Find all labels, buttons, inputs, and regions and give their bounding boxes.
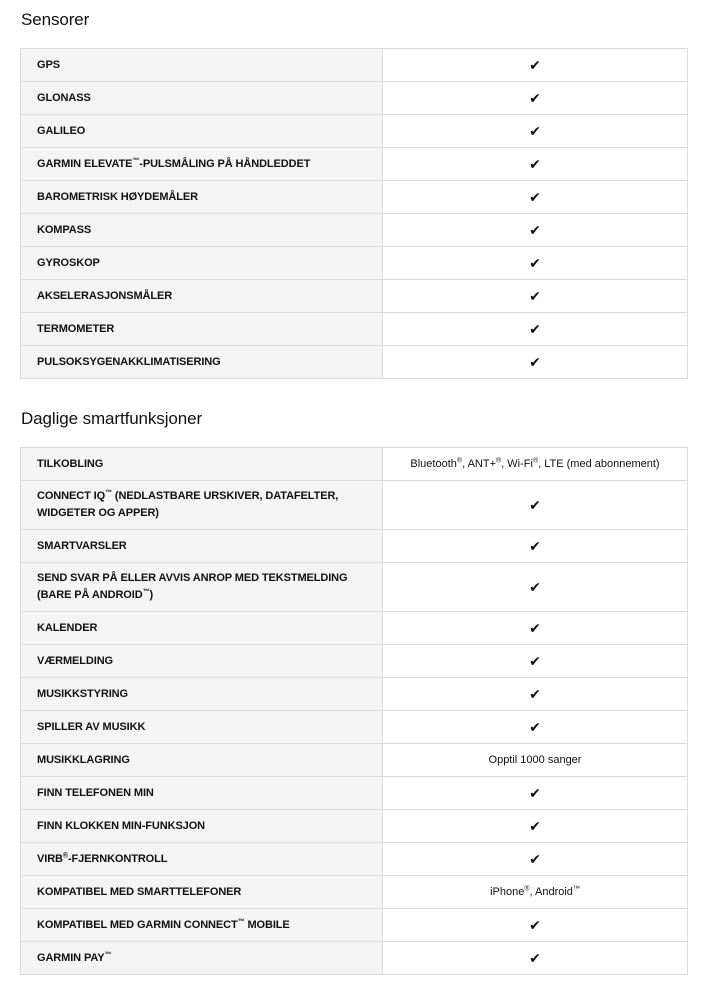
table-row: [21, 744, 688, 777]
table-row: [21, 148, 688, 181]
feature-value: [383, 346, 688, 379]
table-row: [21, 49, 688, 82]
feature-label: GARMIN ELEVATE™-PULSMÅLING PÅ HÅNDLEDDET: [21, 148, 383, 181]
feature-label: KOMPATIBEL MED GARMIN CONNECT™ MOBILE: [21, 909, 383, 942]
checkmark-icon: ✔: [529, 122, 541, 139]
feature-value-text: Opptil 1000 sanger: [383, 744, 688, 777]
table-row: [21, 115, 688, 148]
checkmark-icon: ✔: [529, 188, 541, 205]
checkmark-icon: ✔: [529, 537, 541, 554]
checkmark-icon: ✔: [529, 916, 541, 933]
feature-value: [383, 612, 688, 645]
table-row: [21, 777, 688, 810]
table-row: [21, 942, 688, 975]
feature-value: [383, 280, 688, 313]
checkmark-icon: ✔: [529, 685, 541, 702]
feature-value: [383, 115, 688, 148]
feature-value: [383, 181, 688, 214]
feature-value: [383, 49, 688, 82]
checkmark-icon: ✔: [529, 817, 541, 834]
feature-label: GLONASS: [21, 82, 383, 115]
feature-value: [383, 563, 688, 612]
table-row: [21, 612, 688, 645]
table-row: [21, 82, 688, 115]
feature-label: FINN TELEFONEN MIN: [21, 777, 383, 810]
table-row: [21, 530, 688, 563]
feature-value: [383, 481, 688, 530]
feature-value: [383, 247, 688, 280]
checkmark-icon: ✔: [529, 221, 541, 238]
feature-value: [383, 148, 688, 181]
feature-label: KOMPASS: [21, 214, 383, 247]
checkmark-icon: ✔: [529, 254, 541, 271]
feature-value: [383, 777, 688, 810]
table-row: [21, 711, 688, 744]
table-row: [21, 481, 688, 530]
feature-value: [383, 678, 688, 711]
feature-label: VIRB®-FJERNKONTROLL: [21, 843, 383, 876]
feature-label: BAROMETRISK HØYDEMÅLER: [21, 181, 383, 214]
checkmark-icon: ✔: [529, 89, 541, 106]
table-row: [21, 214, 688, 247]
feature-value: [383, 313, 688, 346]
feature-value: [383, 810, 688, 843]
checkmark-icon: ✔: [529, 619, 541, 636]
feature-value: [383, 843, 688, 876]
feature-label: MUSIKKSTYRING: [21, 678, 383, 711]
checkmark-icon: ✔: [529, 850, 541, 867]
feature-value-text: iPhone®, Android™: [383, 876, 688, 909]
feature-value-text: Bluetooth®, ANT+®, Wi-Fi®, LTE (med abonnement): [383, 448, 688, 481]
feature-label: GPS: [21, 49, 383, 82]
smart-features-table: [20, 447, 688, 975]
feature-label: CONNECT IQ™ (NEDLASTBARE URSKIVER, DATAFELTER, WIDGETER OG APPER): [21, 481, 383, 530]
checkmark-icon: ✔: [529, 784, 541, 801]
table-row: [21, 843, 688, 876]
checkmark-icon: ✔: [529, 155, 541, 172]
feature-label: MUSIKKLAGRING: [21, 744, 383, 777]
section-title-smart-features: Daglige smartfunksjoner: [21, 409, 203, 428]
checkmark-icon: ✔: [529, 320, 541, 337]
table-row: [21, 346, 688, 379]
checkmark-icon: ✔: [529, 353, 541, 370]
table-row: [21, 810, 688, 843]
checkmark-icon: ✔: [529, 287, 541, 304]
feature-label: GYROSKOP: [21, 247, 383, 280]
table-row: [21, 909, 688, 942]
table-row: [21, 247, 688, 280]
feature-value: [383, 942, 688, 975]
checkmark-icon: ✔: [529, 718, 541, 735]
feature-label: KOMPATIBEL MED SMARTTELEFONER: [21, 876, 383, 909]
feature-label: SEND SVAR PÅ ELLER AVVIS ANROP MED TEKSTMELDING (BARE PÅ ANDROID™): [21, 563, 383, 612]
feature-label: GALILEO: [21, 115, 383, 148]
feature-label: SPILLER AV MUSIKK: [21, 711, 383, 744]
feature-value: [383, 530, 688, 563]
feature-value: [383, 82, 688, 115]
table-row: [21, 876, 688, 909]
checkmark-icon: ✔: [529, 496, 541, 513]
feature-value: [383, 711, 688, 744]
table-row: [21, 678, 688, 711]
table-row: [21, 280, 688, 313]
feature-label: AKSELERASJONSMÅLER: [21, 280, 383, 313]
checkmark-icon: ✔: [529, 578, 541, 595]
feature-label: GARMIN PAY™: [21, 942, 383, 975]
table-row: [21, 448, 688, 481]
feature-label: PULSOKSYGENAKKLIMATISERING: [21, 346, 383, 379]
checkmark-icon: ✔: [529, 949, 541, 966]
feature-label: KALENDER: [21, 612, 383, 645]
feature-label: SMARTVARSLER: [21, 530, 383, 563]
feature-value: [383, 645, 688, 678]
feature-value: [383, 909, 688, 942]
checkmark-icon: ✔: [529, 652, 541, 669]
section-title-sensors: Sensorer: [21, 10, 90, 29]
table-row: [21, 181, 688, 214]
table-row: [21, 563, 688, 612]
feature-label: TERMOMETER: [21, 313, 383, 346]
feature-label: FINN KLOKKEN MIN-FUNKSJON: [21, 810, 383, 843]
feature-value: [383, 214, 688, 247]
sensors-table: [20, 48, 688, 379]
feature-label: VÆRMELDING: [21, 645, 383, 678]
table-row: [21, 645, 688, 678]
checkmark-icon: ✔: [529, 56, 541, 73]
table-row: [21, 313, 688, 346]
feature-label: TILKOBLING: [21, 448, 383, 481]
